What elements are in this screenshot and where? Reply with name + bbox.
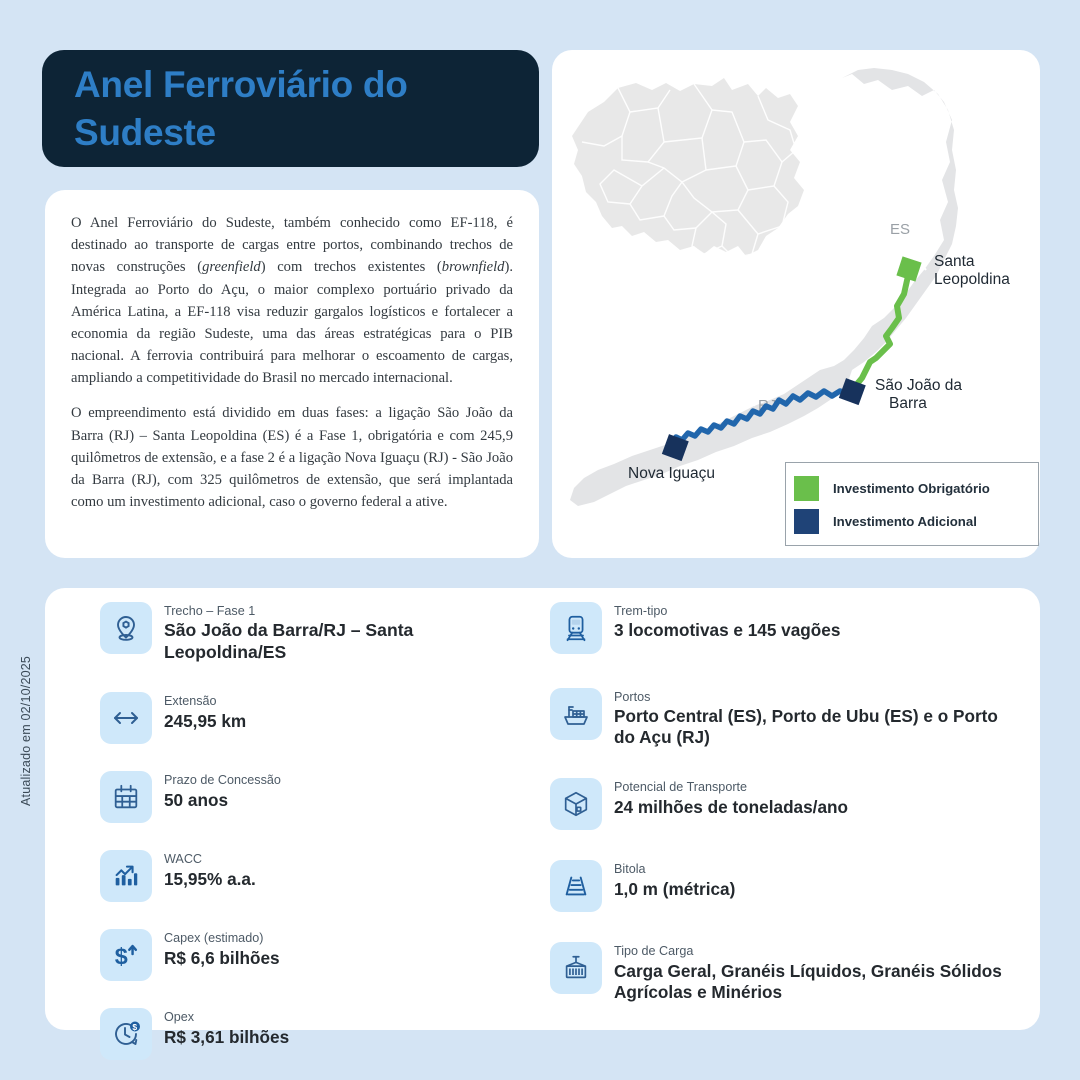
title-banner (42, 50, 539, 167)
legend-item-adicional (794, 505, 1038, 538)
state-label-rj: RJ (758, 397, 777, 414)
fact-value: 15,95% a.a. (164, 868, 256, 889)
fact-trecho-fase-1 (100, 602, 530, 663)
intro-card (45, 190, 539, 558)
dollar-arrow-up-icon (100, 929, 152, 981)
fact-label: Extensão (164, 694, 217, 709)
legend-swatch-green (794, 476, 819, 501)
intro-paragraph-2: O empreendimento está dividido em duas fases: a ligação São João da Barra (RJ) – Santa Leopoldina (ES) é a Fase 1, obrigatória e com 245,9 quilômetros de extensão, e a fase 2 é a ligação Nova Iguaçu (RJ) - São João da Barra (RJ), com 325 quilômetros de extensão, que será implantada como um investimento adicional, caso o governo federal a ative. (71, 405, 513, 511)
intro-paragraph-1 (71, 212, 513, 389)
fact-label: Capex (estimado) (164, 931, 264, 946)
fact-trem-tipo (550, 602, 1020, 654)
chart-growth-icon (100, 850, 152, 902)
fact-extensao (100, 692, 530, 744)
fact-value: 24 milhões de toneladas/ano (614, 796, 849, 817)
location-pin-icon (100, 602, 152, 654)
cargo-ship-icon (550, 688, 602, 740)
train-icon (550, 602, 602, 654)
state-label-es: ES (890, 221, 911, 238)
facts-column-right (550, 602, 1020, 1003)
intro-p1-part1: O Anel Ferroviário do Sudeste, também conhecido como EF-118, é destinado ao transporte de cargas entre portos, combinando trechos de novas construções ( (71, 215, 513, 276)
fact-bitola (550, 860, 1020, 912)
fact-value: 50 anos (164, 789, 229, 810)
fact-prazo-concessao (100, 771, 530, 823)
fact-label: Portos (614, 690, 651, 704)
rail-track-icon (550, 860, 602, 912)
city-label-santa-leopoldina-line1: Santa (934, 253, 975, 270)
svg-text:$: $ (114, 943, 128, 970)
fact-label: Opex (164, 1010, 195, 1025)
updated-stamp: Atualizado em 02/10/2025 (19, 655, 33, 806)
fact-label: Trecho – Fase 1 (164, 604, 256, 618)
clock-dollar-icon (100, 1008, 152, 1060)
fact-label: WACC (164, 852, 203, 867)
calendar-icon (100, 771, 152, 823)
city-label-santa-leopoldina-line2: Leopoldina (934, 271, 1010, 288)
fact-tipo-de-carga (550, 942, 1020, 1002)
svg-text:$: $ (132, 1022, 138, 1033)
city-label-sao-joao-line1: São João da (875, 377, 963, 394)
page-title: Anel Ferroviário do Sudeste (74, 64, 408, 153)
facts-card (45, 588, 1040, 1047)
legend-item-obrigatorio (794, 472, 1038, 505)
arrows-horizontal-icon (100, 692, 152, 744)
fact-label: Tipo de Carga (614, 944, 694, 959)
intro-p1-part3: ). Integrada ao Porto do Açu, o maior complexo portuário privado da América Latina, a EF-118 visa reduzir gargalos logísticos e fortalecer a economia da região Sudeste, uma das áreas estratégicas para o PIB nacional. A ferrovia contribuirá para melhorar o escoamento de cargas, ampliando a competitividade do Brasil no mercado internacional. (71, 259, 513, 387)
intro-p1-em2: brownfield (441, 259, 505, 276)
fact-value: 3 locomotivas e 145 vagões (614, 620, 841, 641)
fact-wacc (100, 850, 530, 902)
fact-value: Porto Central (ES), Porto de Ubu (ES) e o Porto do Açu (RJ) (614, 706, 998, 748)
brazil-inset-map (572, 78, 804, 258)
fact-value: 245,95 km (164, 710, 247, 731)
intro-p1-em1: greenfield (202, 259, 261, 276)
city-label-nova-iguacu: Nova Iguaçu (628, 465, 716, 482)
fact-potencial-transporte (550, 778, 1020, 830)
fact-capex (100, 929, 530, 981)
fact-label: Trem-tipo (614, 604, 668, 618)
fact-value: 1,0 m (métrica) (614, 878, 736, 899)
fact-label: Bitola (614, 862, 646, 877)
legend-label-adicional: Investimento Adicional (833, 514, 977, 529)
fact-portos (550, 688, 1020, 748)
city-label-sao-joao-line2: Barra (889, 395, 927, 412)
fact-opex (100, 1008, 530, 1060)
legend-label-obrigatorio: Investimento Obrigatório (833, 481, 990, 496)
fact-label: Prazo de Concessão (164, 773, 281, 788)
facts-column-left (100, 602, 530, 1060)
fact-value: São João da Barra/RJ – Santa Leopoldina/ES (164, 620, 414, 662)
fact-label: Potencial de Transporte (614, 780, 748, 795)
map-legend (785, 462, 1039, 546)
shipping-container-icon (550, 942, 602, 994)
fact-value: R$ 6,6 bilhões (164, 947, 280, 968)
intro-p1-part2: ) com trechos existentes ( (260, 259, 442, 276)
fact-value: R$ 3,61 bilhões (164, 1026, 290, 1047)
fact-value: Carga Geral, Granéis Líquidos, Granéis Sólidos Agrícolas e Minérios (614, 960, 1002, 1002)
box-icon (550, 778, 602, 830)
legend-swatch-navy (794, 509, 819, 534)
